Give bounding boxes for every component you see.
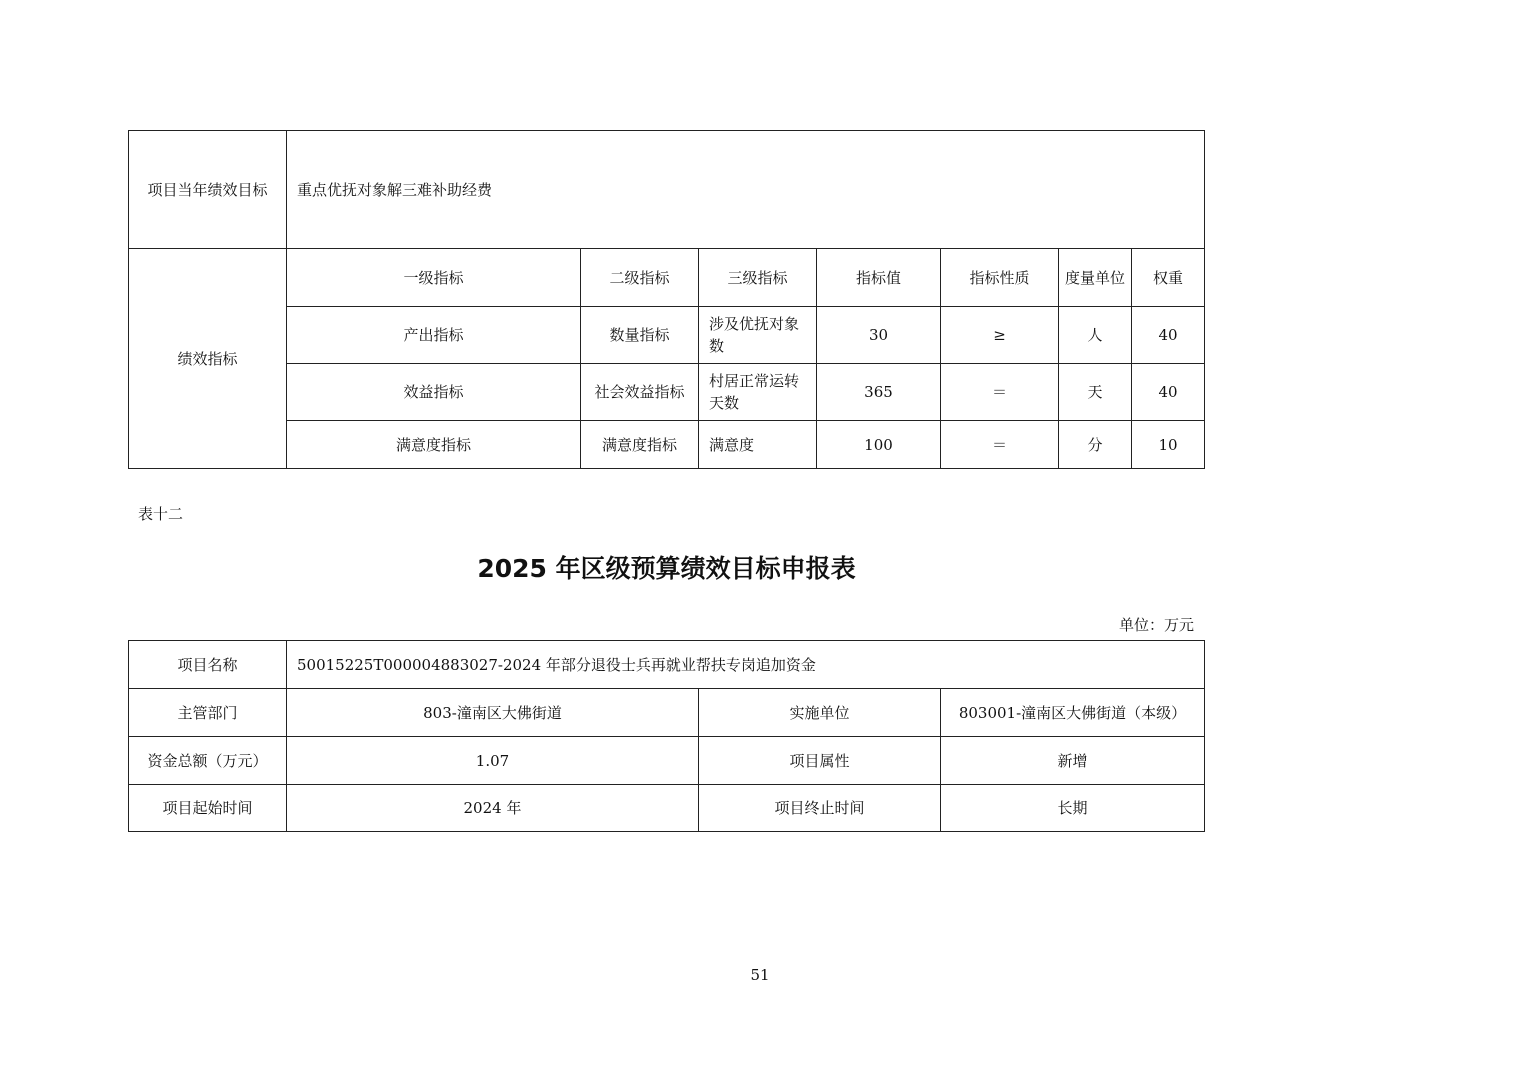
row-weight: 40 [1132,307,1205,364]
project-name-label: 项目名称 [129,641,287,689]
row-level2: 满意度指标 [581,421,699,469]
row-unit: 分 [1059,421,1132,469]
row-weight: 40 [1132,364,1205,421]
row-unit: 天 [1059,364,1132,421]
dept-value: 803-潼南区大佛街道 [287,689,699,737]
row-level1: 满意度指标 [287,421,581,469]
fund-label: 资金总额（万元） [129,737,287,785]
start-label: 项目起始时间 [129,785,287,832]
indicator-label: 绩效指标 [129,249,287,469]
fund-value: 1.07 [287,737,699,785]
attr-value: 新增 [941,737,1205,785]
table-caption: 表十二 [138,505,184,523]
row-level2: 社会效益指标 [581,364,699,421]
row-level1: 产出指标 [287,307,581,364]
row-nature: ＝ [941,364,1059,421]
row-value: 30 [817,307,941,364]
project-info-table [128,640,1205,832]
table-row [129,307,1205,364]
header-nature: 指标性质 [941,249,1059,307]
row-unit: 人 [1059,307,1132,364]
row-level3: 村居正常运转天数 [699,364,817,421]
row-level2: 数量指标 [581,307,699,364]
table-row [129,364,1205,421]
dept-label: 主管部门 [129,689,287,737]
attr-label: 项目属性 [699,737,941,785]
header-level1: 一级指标 [287,249,581,307]
row-nature: ≥ [941,307,1059,364]
row-nature: ＝ [941,421,1059,469]
goal-label: 项目当年绩效目标 [129,131,287,249]
row-level3: 涉及优抚对象数 [699,307,817,364]
row-level3: 满意度 [699,421,817,469]
goal-text: 重点优抚对象解三难补助经费 [287,131,1205,249]
header-weight: 权重 [1132,249,1205,307]
project-name-value: 50015225T000004883027-2024 年部分退役士兵再就业帮扶专岗追加资金 [287,641,1205,689]
table-row [129,421,1205,469]
performance-goal-table [128,130,1205,469]
unit-label: 单位：万元 [1118,616,1194,634]
start-value: 2024 年 [287,785,699,832]
end-label: 项目终止时间 [699,785,941,832]
impl-value: 803001-潼南区大佛街道（本级） [941,689,1205,737]
impl-label: 实施单位 [699,689,941,737]
end-value: 长期 [941,785,1205,832]
header-level2: 二级指标 [581,249,699,307]
row-value: 100 [817,421,941,469]
header-unit: 度量单位 [1059,249,1132,307]
header-level3: 三级指标 [699,249,817,307]
page-number: 51 [750,966,770,984]
row-weight: 10 [1132,421,1205,469]
row-level1: 效益指标 [287,364,581,421]
page-title: 2025 年区级预算绩效目标申报表 [477,554,856,583]
header-value: 指标值 [817,249,941,307]
row-value: 365 [817,364,941,421]
